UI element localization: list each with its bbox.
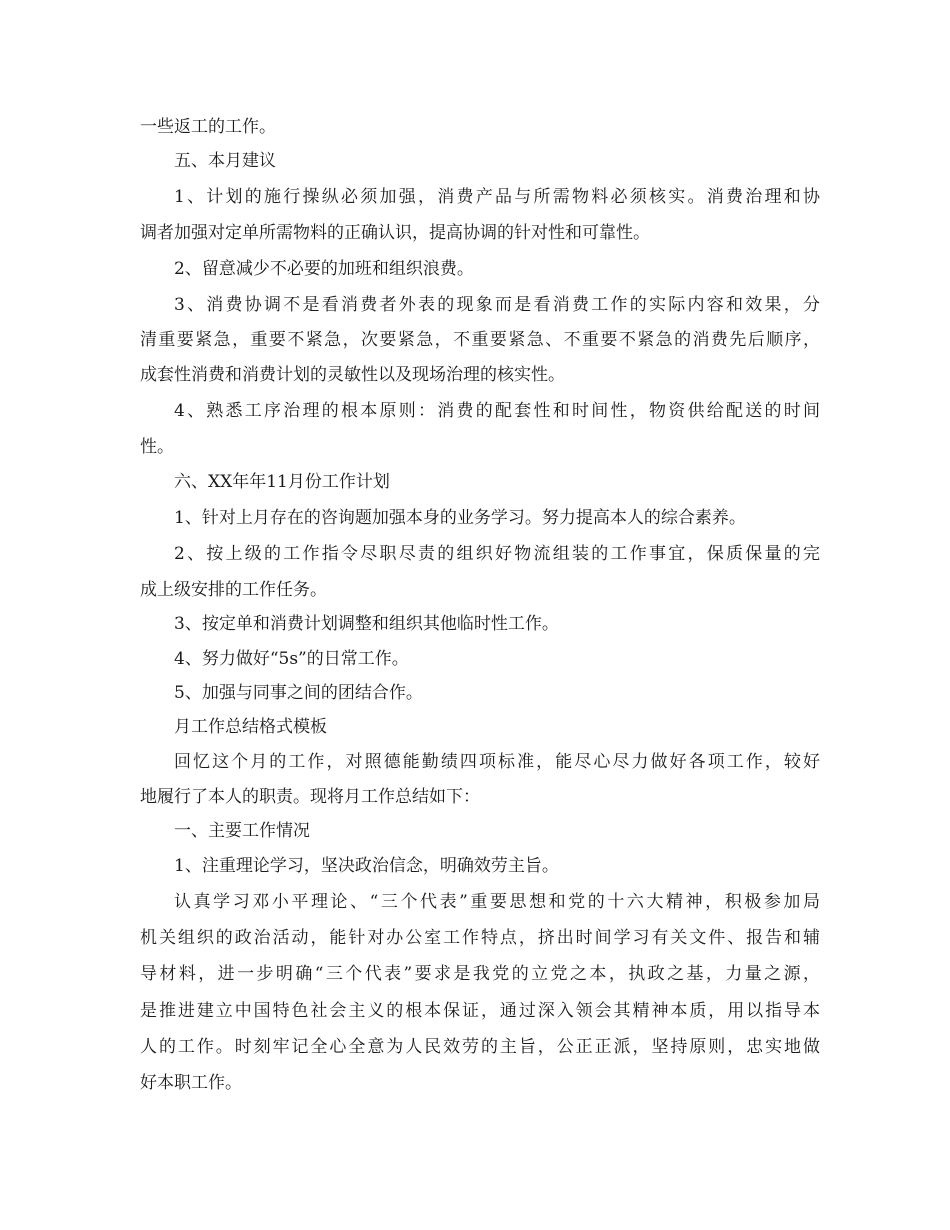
text-line: 是推进建立中国特色社会主义的根本保证，通过深入领会其精神本质，用以指导本 — [140, 1001, 820, 1021]
section-heading: 六、XX年年11月份工作计划 — [174, 472, 390, 492]
section-heading: 五、本月建议 — [174, 151, 276, 171]
text-line: 4、熟悉工序治理的根本原则：消费的配套性和时间性，物资供给配送的时间 — [174, 401, 820, 421]
text-line: 人的工作。时刻牢记全心全意为人民效劳的主旨，公正正派，坚持原则，忠实地做 — [140, 1037, 820, 1057]
text-line: 5、加强与同事之间的团结合作。 — [174, 683, 423, 703]
text-line: 好本职工作。 — [140, 1073, 242, 1093]
text-line: 地履行了本人的职责。现将月工作总结如下： — [140, 787, 480, 807]
text-line: 机关组织的政治活动，能针对办公室工作特点，挤出时间学习有关文件、报告和辅 — [140, 928, 820, 948]
text-line: 4、努力做好“5s”的日常工作。 — [174, 649, 409, 669]
text-line: 清重要紧急，重要不紧急，次要紧急，不重要紧急、不重要不紧急的消费先后顺序， — [140, 330, 820, 350]
text-line: 回忆这个月的工作，对照德能勤绩四项标准，能尽心尽力做好各项工作，较好 — [174, 752, 820, 772]
text-line: 成上级安排的工作任务。 — [140, 580, 327, 600]
text-line: 2、按上级的工作指令尽职尽责的组织好物流组装的工作事宜，保质保量的完 — [174, 544, 820, 564]
section-heading: 月工作总结格式模板 — [174, 717, 327, 737]
text-line: 2、留意减少不必要的加班和组织浪费。 — [174, 259, 474, 279]
text-line: 1、针对上月存在的咨询题加强本身的业务学习。努力提高本人的综合素养。 — [174, 508, 746, 528]
text-line: 1、注重理论学习，坚决政治信念，明确效劳主旨。 — [174, 856, 559, 876]
text-line: 成套性消费和消费计划的灵敏性以及现场治理的核实性。 — [140, 365, 565, 385]
text-line: 性。 — [140, 437, 174, 457]
text-line: 3、消费协调不是看消费者外表的现象而是看消费工作的实际内容和效果，分 — [174, 295, 820, 315]
text-line: 认真学习邓小平理论、“三个代表”重要思想和党的十六大精神，积极参加局 — [174, 892, 820, 912]
text-line: 一些返工的工作。 — [140, 117, 276, 137]
text-line: 调者加强对定单所需物料的正确认识，提高协调的针对性和可靠性。 — [140, 223, 650, 243]
text-line: 1、计划的施行操纵必须加强，消费产品与所需物料必须核实。消费治理和协 — [174, 187, 820, 207]
section-heading: 一、主要工作情况 — [174, 821, 310, 841]
text-line: 3、按定单和消费计划调整和组织其他临时性工作。 — [174, 614, 559, 634]
text-line: 导材料，进一步明确“三个代表”要求是我党的立党之本，执政之基，力量之源， — [140, 964, 820, 984]
